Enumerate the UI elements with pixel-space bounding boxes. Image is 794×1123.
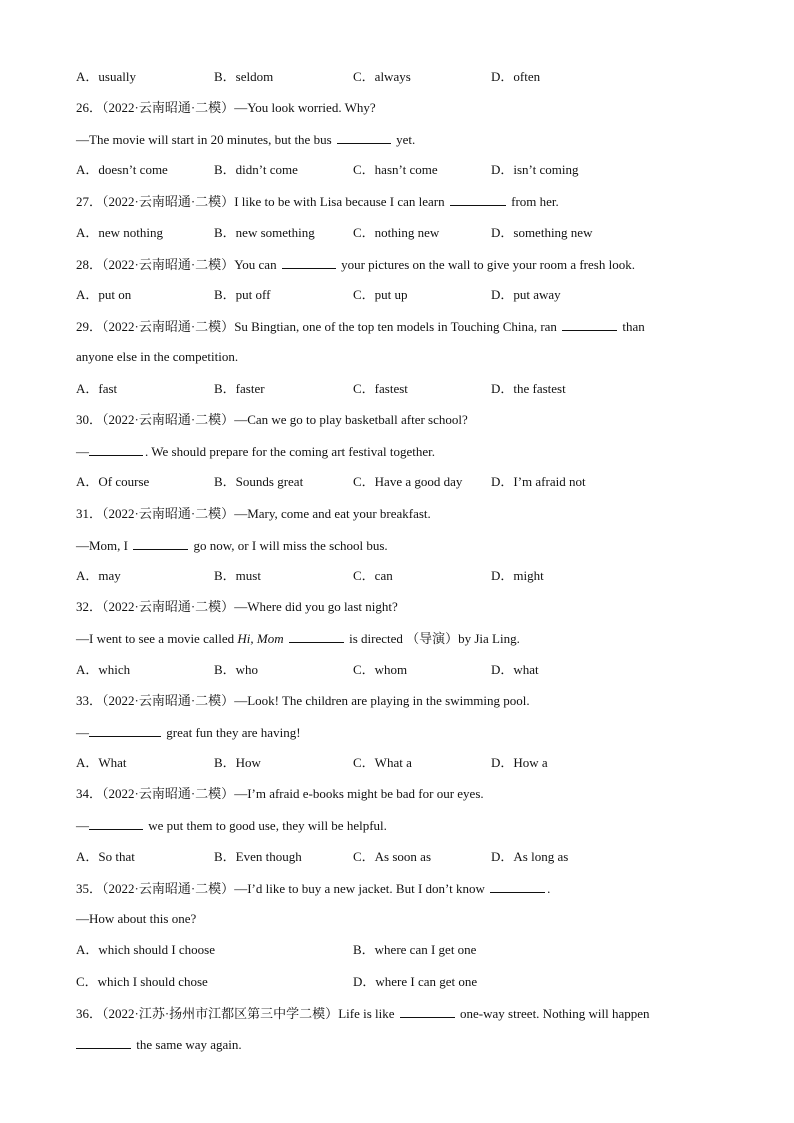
q35-options-row2: [76, 974, 726, 990]
option-a[interactable]: A．new nothing: [76, 225, 164, 240]
q33-options: [76, 755, 726, 771]
dialog-text: yet.: [396, 132, 416, 147]
option-d[interactable]: D．the fastest: [491, 381, 566, 396]
answer-blank[interactable]: [282, 256, 336, 269]
question-number: 28．: [76, 257, 103, 272]
option-c[interactable]: C．whom: [353, 662, 408, 677]
question-text: your pictures on the wall to give your room a fresh look.: [341, 257, 635, 272]
question-text: —I’d like to buy a new jacket. But I don’t know: [234, 881, 485, 896]
question-source: （2022·云南昭通·二模）: [102, 412, 235, 427]
q33-dialog: [76, 724, 726, 741]
answer-blank[interactable]: [337, 131, 391, 144]
option-b[interactable]: B．faster: [214, 381, 265, 396]
question-text: the same way again.: [136, 1037, 242, 1052]
dialog-text: —Mom, I: [76, 538, 128, 553]
answer-blank[interactable]: [450, 193, 506, 206]
q35-stem: [76, 880, 726, 897]
q31-stem: [76, 506, 726, 522]
answer-blank[interactable]: [490, 880, 545, 893]
question-number: 34．: [76, 786, 103, 801]
option-d[interactable]: D．put away: [491, 287, 561, 302]
option-c[interactable]: C．which I should chose: [76, 974, 208, 989]
option-c[interactable]: C．nothing new: [353, 225, 440, 240]
question-source: （2022·江苏·扬州市江都区第三中学二模）: [102, 1006, 339, 1021]
question-text: —Can we go to play basketball after school?: [234, 412, 468, 427]
question-text: from her.: [511, 194, 559, 209]
answer-blank[interactable]: [89, 443, 143, 456]
option-d[interactable]: D．I’m afraid not: [491, 474, 586, 489]
question-source: （2022·云南昭通·二模）: [102, 319, 235, 334]
q33-stem: [76, 693, 726, 709]
question-text: I like to be with Lisa because I can learn: [234, 194, 445, 209]
option-b[interactable]: B．where can I get one: [353, 942, 477, 957]
question-number: 35．: [76, 881, 103, 896]
question-text: one-way street. Nothing will happen: [460, 1006, 650, 1021]
option-b[interactable]: B．who: [214, 662, 259, 677]
question-text: .: [547, 881, 551, 896]
question-text: than: [622, 319, 645, 334]
q35-dialog: [76, 911, 726, 927]
dialog-text: —: [76, 444, 89, 459]
option-a[interactable]: A．So that: [76, 849, 135, 864]
question-source: （2022·云南昭通·二模）: [102, 693, 235, 708]
q29-stem: [76, 318, 726, 335]
question-text: —I’m afraid e-books might be bad for our eyes.: [234, 786, 484, 801]
dialog-text: —: [76, 818, 89, 833]
answer-blank[interactable]: [400, 1005, 455, 1018]
dialog-text: go now, or I will miss the school bus.: [193, 538, 388, 553]
option-d[interactable]: D．As long as: [491, 849, 569, 864]
question-text: You can: [234, 257, 277, 272]
option-a[interactable]: A．which should I choose: [76, 942, 216, 957]
option-b[interactable]: B．put off: [214, 287, 271, 302]
question-text: —You look worried. Why?: [234, 100, 376, 115]
option-b[interactable]: B．Sounds great: [214, 474, 304, 489]
option-b[interactable]: B．didn’t come: [214, 162, 298, 177]
option-c[interactable]: C．Have a good day: [353, 474, 463, 489]
q30-dialog: [76, 443, 726, 460]
option-b[interactable]: B．Even though: [214, 849, 302, 864]
q36-stem-continued: [76, 1036, 726, 1053]
option-d[interactable]: D．isn’t coming: [491, 162, 579, 177]
q28-options: [76, 287, 726, 303]
q34-options: [76, 849, 726, 865]
option-b[interactable]: B．new something: [214, 225, 315, 240]
question-source: （2022·云南昭通·二模）: [102, 599, 235, 614]
option-d[interactable]: D．where I can get one: [353, 974, 478, 989]
question-text: Life is like: [338, 1006, 395, 1021]
option-c[interactable]: C．As soon as: [353, 849, 432, 864]
q25-options: [76, 69, 726, 85]
option-a[interactable]: A．Of course: [76, 474, 150, 489]
q34-stem: [76, 786, 726, 802]
answer-blank[interactable]: [89, 724, 161, 737]
option-a[interactable]: A．which: [76, 662, 131, 677]
answer-blank[interactable]: [89, 817, 143, 830]
option-a[interactable]: A．put on: [76, 287, 132, 302]
question-text: —Look! The children are playing in the swimming pool.: [234, 693, 530, 708]
dialog-text: —How about this one?: [76, 911, 197, 926]
answer-blank[interactable]: [76, 1036, 131, 1049]
q30-options: [76, 474, 726, 490]
question-number: 26．: [76, 100, 103, 115]
option-a[interactable]: A．What: [76, 755, 127, 770]
q26-dialog: [76, 131, 726, 148]
q32-stem: [76, 599, 726, 615]
option-b[interactable]: B．must: [214, 568, 261, 583]
q28-stem: [76, 256, 726, 273]
dialog-text: we put them to good use, they will be helpful.: [148, 818, 387, 833]
question-source: （2022·云南昭通·二模）: [102, 100, 235, 115]
question-number: 30．: [76, 412, 103, 427]
q26-options: [76, 162, 726, 178]
option-c[interactable]: C．What a: [353, 755, 412, 770]
q36-stem: [76, 1005, 726, 1022]
q27-options: [76, 225, 726, 241]
answer-blank[interactable]: [289, 630, 344, 643]
question-number: 32．: [76, 599, 103, 614]
question-source: （2022·云南昭通·二模）: [102, 786, 235, 801]
question-text: —Mary, come and eat your breakfast.: [234, 506, 431, 521]
q32-dialog: [76, 630, 726, 647]
question-number: 36．: [76, 1006, 103, 1021]
dialog-text: —: [76, 725, 89, 740]
option-a[interactable]: A．may: [76, 568, 121, 583]
option-d[interactable]: D．How a: [491, 755, 548, 770]
q27-stem: [76, 193, 726, 210]
question-text: —Where did you go last night?: [234, 599, 398, 614]
option-a[interactable]: A．usually: [76, 69, 136, 84]
dialog-text: —The movie will start in 20 minutes, but the bus: [76, 132, 332, 147]
answer-blank[interactable]: [133, 537, 188, 550]
option-c[interactable]: C．put up: [353, 287, 408, 302]
option-d[interactable]: D．might: [491, 568, 544, 583]
q29-stem-continued: [76, 349, 726, 365]
question-number: 31．: [76, 506, 103, 521]
option-c[interactable]: C．hasn’t come: [353, 162, 438, 177]
q31-dialog: [76, 537, 726, 554]
option-d[interactable]: D．something new: [491, 225, 593, 240]
option-d[interactable]: D．often: [491, 69, 541, 84]
option-c[interactable]: C．can: [353, 568, 393, 583]
question-text: Su Bingtian, one of the top ten models in Touching China, ran: [234, 319, 557, 334]
question-number: 33．: [76, 693, 103, 708]
answer-blank[interactable]: [562, 318, 617, 331]
question-number: 29．: [76, 319, 103, 334]
q30-stem: [76, 412, 726, 428]
q34-dialog: [76, 817, 726, 834]
option-b[interactable]: B．How: [214, 755, 261, 770]
dialog-text: is directed （导演）by Jia Ling.: [349, 631, 520, 646]
option-d[interactable]: D．what: [491, 662, 539, 677]
q29-options: [76, 381, 726, 397]
option-a[interactable]: A．fast: [76, 381, 118, 396]
dialog-text: great fun they are having!: [166, 725, 301, 740]
question-number: 27．: [76, 194, 103, 209]
q32-options: [76, 662, 726, 678]
question-source: （2022·云南昭通·二模）: [102, 506, 235, 521]
dialog-text: —I went to see a movie called: [76, 631, 235, 646]
option-c[interactable]: C．always: [353, 69, 411, 84]
q35-options-row1: [76, 942, 726, 958]
question-source: （2022·云南昭通·二模）: [102, 257, 235, 272]
option-b[interactable]: B．seldom: [214, 69, 274, 84]
question-source: （2022·云南昭通·二模）: [102, 881, 235, 896]
question-source: （2022·云南昭通·二模）: [102, 194, 235, 209]
q26-stem: [76, 100, 726, 116]
option-c[interactable]: C．fastest: [353, 381, 408, 396]
dialog-text: . We should prepare for the coming art festival together.: [145, 444, 436, 459]
movie-title: Hi, Mom: [237, 631, 284, 646]
q31-options: [76, 568, 726, 584]
option-a[interactable]: A．doesn’t come: [76, 162, 168, 177]
question-text: anyone else in the competition.: [76, 349, 239, 364]
